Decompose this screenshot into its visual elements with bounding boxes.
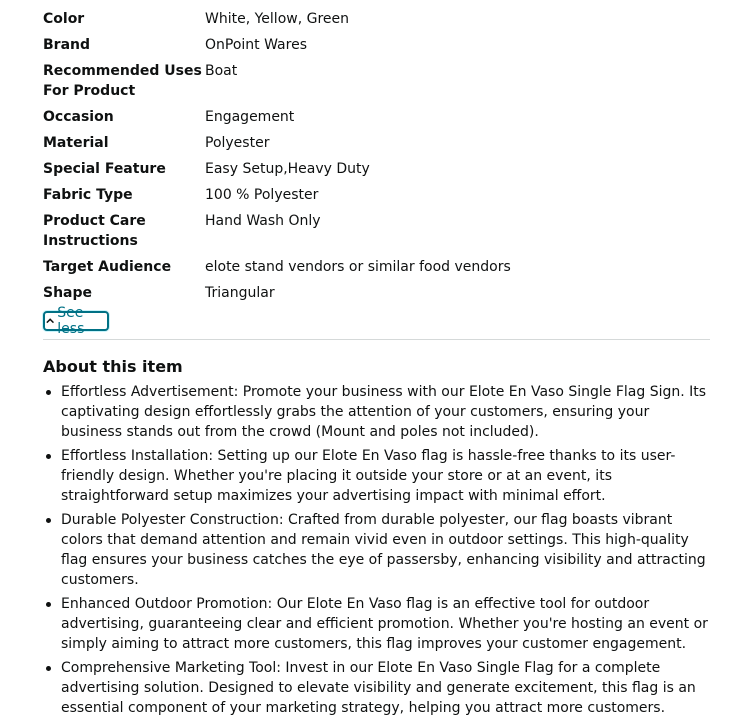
spec-key: Special Feature	[43, 161, 166, 177]
spec-row-target-audience	[43, 257, 643, 277]
bullet-icon	[46, 454, 51, 459]
list-item-text: Effortless Advertisement: Promote your business with our Elote En Vaso Single Flag Sign. Its captivating design effortlessly grabs the attention of your customers, ensuring your business stands out from the crowd (Mount and poles not included).	[61, 384, 707, 440]
spec-value: elote stand vendors or similar food vendors	[205, 259, 511, 275]
spec-value: White, Yellow, Green	[205, 11, 350, 27]
spec-value: Easy Setup,Heavy Duty	[205, 161, 370, 177]
spec-key: Fabric Type	[43, 187, 133, 203]
list-item	[43, 446, 711, 506]
spec-value: Hand Wash Only	[205, 213, 321, 229]
spec-row-recommended-uses	[43, 61, 643, 101]
list-item-text: Effortless Installation: Setting up our Elote En Vaso flag is hassle-free thanks to its user-friendly design. Whether you're placing it outside your store or at an event, its straightforward setup maximizes your advertising impact with minimal effort.	[61, 448, 676, 504]
list-item	[43, 658, 711, 718]
spec-key: Target Audience	[43, 259, 172, 275]
chevron-up-icon	[46, 316, 54, 326]
bullet-icon	[46, 666, 51, 671]
spec-key: Material	[43, 135, 109, 151]
spec-key: Product Care Instructions	[43, 213, 146, 249]
see-less-button[interactable]	[43, 305, 109, 337]
spec-row-brand	[43, 35, 643, 55]
spec-key: Shape	[43, 285, 93, 301]
spec-row-occasion	[43, 107, 643, 127]
spec-row-material	[43, 133, 643, 153]
spec-key: Color	[43, 11, 85, 27]
list-item	[43, 382, 711, 442]
spec-row-color	[43, 9, 643, 29]
about-heading: About this item	[43, 357, 183, 376]
see-less-label: See less	[57, 305, 85, 337]
list-item	[43, 510, 711, 590]
spec-key: Occasion	[43, 109, 114, 125]
section-divider	[43, 339, 710, 340]
list-item-text: Comprehensive Marketing Tool: Invest in our Elote En Vaso Single Flag for a complete advertising solution. Designed to elevate visibility and generate excitement, this flag is an essential component of your marketing strategy, helping you attract more customers.	[61, 660, 696, 716]
spec-key: Recommended Uses For Product	[43, 63, 202, 99]
product-specs-table	[43, 9, 643, 309]
spec-row-product-care	[43, 211, 643, 251]
bullet-icon	[46, 518, 51, 523]
spec-key: Brand	[43, 37, 91, 53]
about-list	[43, 382, 711, 722]
spec-row-fabric-type	[43, 185, 643, 205]
spec-value: 100 % Polyester	[205, 187, 319, 203]
spec-value: Polyester	[205, 135, 270, 151]
spec-value: OnPoint Wares	[205, 37, 307, 53]
spec-row-special-feature	[43, 159, 643, 179]
spec-value: Triangular	[205, 285, 275, 301]
spec-row-shape	[43, 283, 643, 303]
bullet-icon	[46, 602, 51, 607]
list-item-text: Durable Polyester Construction: Crafted from durable polyester, our flag boasts vibrant colors that demand attention and remain vivid even in outdoor settings. This high-quality flag ensures your business catches the eye of passersby, enhancing visibility and attracting customers.	[61, 512, 706, 588]
spec-value: Engagement	[205, 109, 295, 125]
list-item	[43, 594, 711, 654]
spec-value: Boat	[205, 63, 238, 79]
list-item-text: Enhanced Outdoor Promotion: Our Elote En Vaso flag is an effective tool for outdoor advertising, guaranteeing clear and efficient promotion. Whether you're hosting an event or simply aiming to attract more customers, this flag improves your customer engagement.	[61, 596, 708, 652]
bullet-icon	[46, 390, 51, 395]
